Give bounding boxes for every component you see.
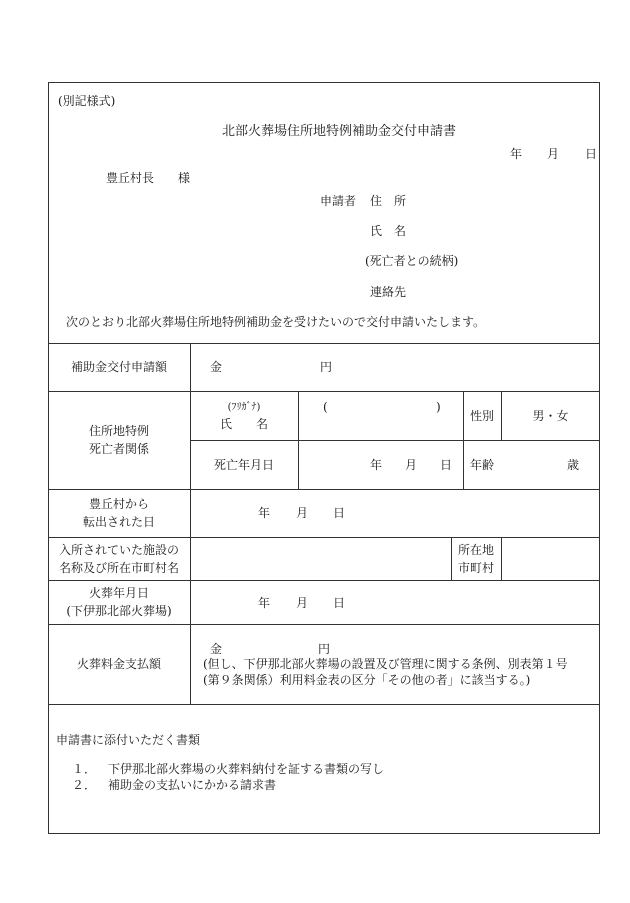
cremation-day: 日 (333, 596, 346, 610)
addressee: 豊丘村長 様 (106, 171, 191, 185)
fee-label: 火葬料金支払額 (76, 657, 161, 671)
fee-note-1: (但し、下伊那北部火葬場の設置及び管理に関する条例、別表第１号 (203, 657, 568, 671)
death-year: 年 (370, 458, 383, 472)
death-day: 日 (440, 458, 453, 472)
intro-text: 次のとおり北部火葬場住所地特例補助金を受けたいので交付申請いたします。 (66, 315, 486, 329)
date-day: 日 (585, 147, 598, 161)
attachment-num-1: １． (72, 762, 97, 776)
amount-en: 円 (320, 360, 333, 374)
relation-label: (死亡者との続柄) (365, 254, 459, 268)
paren-open: ( (323, 400, 328, 414)
attachment-text-1: 下伊那北部火葬場の火葬料納付を証する書類の写し (108, 762, 385, 776)
death-month: 月 (405, 458, 418, 472)
attachment-text-2: 補助金の支払いにかかる請求書 (108, 778, 277, 792)
moved-year: 年 (258, 506, 271, 520)
attachment-num-2: ２． (72, 778, 97, 792)
cremation-month: 月 (296, 596, 309, 610)
applicant-label: 申請者 (320, 194, 357, 208)
date-month: 月 (547, 147, 560, 161)
deceased-label: 住所地特例 死亡者関係 (88, 424, 149, 456)
sex-label: 性別 (469, 408, 494, 423)
name-label: 氏 名 (370, 224, 407, 238)
style-label: (別記様式) (58, 94, 116, 108)
fee-note-2: (第９条関係）利用料金表の区分「その他の者」に該当する。) (203, 673, 531, 687)
paren-close: ) (436, 400, 441, 414)
cremation-label: 火葬年月日 (下伊那北部火葬場) (66, 586, 172, 618)
moved-day: 日 (333, 506, 346, 520)
death-date-label: 死亡年月日 (213, 457, 274, 472)
contact-label: 連絡先 (370, 285, 407, 299)
attachments-heading: 申請書に添付いただく書類 (56, 733, 201, 747)
age-unit: 歳 (567, 458, 580, 472)
age-label: 年齢 (469, 457, 494, 472)
date-year: 年 (510, 147, 523, 161)
col-line (298, 391, 299, 489)
furigana-label: (ﾌﾘｶﾞﾅ) (227, 401, 261, 413)
moved-label: 豊丘村から 転出された日 (82, 497, 155, 529)
amount-label: 補助金交付申請額 (70, 360, 167, 374)
facility-label: 入所されていた施設の 名称及び所在市町村名 (58, 542, 179, 575)
col-line (501, 537, 502, 580)
fee-en: 円 (318, 642, 331, 656)
row-line (48, 704, 600, 705)
address-label: 住 所 (370, 194, 407, 208)
fee-kin: 金 (210, 642, 223, 656)
furigana-name-cell (190, 391, 298, 440)
form-title: 北部火葬場住所地特例補助金交付申請書 (222, 124, 457, 139)
amount-kin: 金 (210, 360, 223, 374)
cremation-year: 年 (258, 596, 271, 610)
shimei-label: 氏 名 (219, 416, 268, 431)
location-label: 所在地 市町村 (457, 542, 494, 575)
sex-value: 男・女 (532, 408, 569, 423)
moved-month: 月 (296, 506, 309, 520)
